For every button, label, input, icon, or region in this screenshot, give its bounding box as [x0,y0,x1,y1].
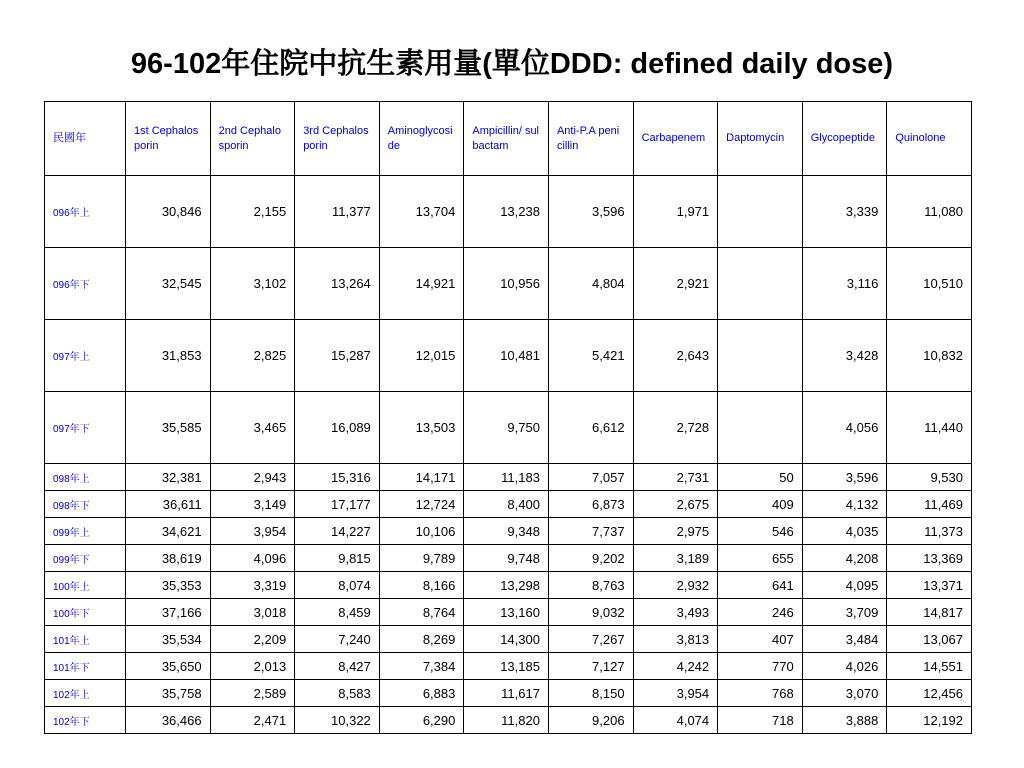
value-cell: 3,428 [802,320,887,392]
column-header-anti-pa-penicillin: Anti-P.A penicillin [548,102,633,176]
column-header-glycopeptide: Glycopeptide [802,102,887,176]
period-cell: 100年上 [45,572,126,599]
value-cell: 14,817 [887,599,972,626]
value-cell: 3,813 [633,626,718,653]
value-cell: 2,932 [633,572,718,599]
value-cell: 17,177 [295,491,380,518]
value-cell: 4,804 [548,248,633,320]
slide-title: 96-102年住院中抗生素用量(單位DDD: defined daily dose) [130,48,894,80]
value-cell: 11,617 [464,680,549,707]
value-cell: 11,440 [887,392,972,464]
value-cell: 14,171 [379,464,464,491]
value-cell: 9,206 [548,707,633,734]
value-cell: 34,621 [126,518,211,545]
value-cell: 3,493 [633,599,718,626]
value-cell: 7,240 [295,626,380,653]
value-cell: 2,209 [210,626,295,653]
value-cell: 1,971 [633,176,718,248]
value-cell: 3,954 [633,680,718,707]
table-row [45,545,972,572]
value-cell: 409 [718,491,803,518]
value-cell: 8,583 [295,680,380,707]
value-cell: 11,080 [887,176,972,248]
column-header-daptomycin: Daptomycin [718,102,803,176]
value-cell: 3,149 [210,491,295,518]
value-cell: 7,267 [548,626,633,653]
value-cell: 2,643 [633,320,718,392]
period-cell: 101年下 [45,653,126,680]
period-cell: 100年下 [45,599,126,626]
value-cell: 9,815 [295,545,380,572]
period-cell: 097年下 [45,392,126,464]
value-cell: 8,166 [379,572,464,599]
table-row [45,599,972,626]
column-header-quinolone: Quinolone [887,102,972,176]
value-cell: 9,530 [887,464,972,491]
value-cell: 2,728 [633,392,718,464]
value-cell: 770 [718,653,803,680]
value-cell: 10,322 [295,707,380,734]
value-cell: 6,883 [379,680,464,707]
period-cell: 102年上 [45,680,126,707]
value-cell: 13,704 [379,176,464,248]
value-cell: 6,612 [548,392,633,464]
value-cell: 13,503 [379,392,464,464]
value-cell: 11,183 [464,464,549,491]
value-cell: 16,089 [295,392,380,464]
value-cell: 9,789 [379,545,464,572]
value-cell: 35,353 [126,572,211,599]
value-cell: 4,035 [802,518,887,545]
value-cell: 3,596 [802,464,887,491]
value-cell: 407 [718,626,803,653]
value-cell: 13,185 [464,653,549,680]
value-cell: 13,160 [464,599,549,626]
table-row [45,248,972,320]
value-cell: 3,709 [802,599,887,626]
value-cell: 14,227 [295,518,380,545]
value-cell: 4,095 [802,572,887,599]
value-cell: 37,166 [126,599,211,626]
value-cell: 9,748 [464,545,549,572]
value-cell: 11,377 [295,176,380,248]
value-cell: 246 [718,599,803,626]
period-cell: 099年下 [45,545,126,572]
value-cell: 8,269 [379,626,464,653]
value-cell: 8,400 [464,491,549,518]
value-cell: 8,074 [295,572,380,599]
value-cell: 4,074 [633,707,718,734]
value-cell: 3,319 [210,572,295,599]
table-row [45,491,972,518]
value-cell: 6,873 [548,491,633,518]
period-cell: 096年上 [45,176,126,248]
value-cell: 13,298 [464,572,549,599]
column-header-aminoglycoside: Aminoglycoside [379,102,464,176]
value-cell: 3,070 [802,680,887,707]
value-cell: 13,264 [295,248,380,320]
value-cell: 3,484 [802,626,887,653]
value-cell: 3,102 [210,248,295,320]
value-cell: 7,127 [548,653,633,680]
value-cell: 8,459 [295,599,380,626]
value-cell [718,176,803,248]
column-header-ampicillin-sulbactam: Ampicillin/ sulbactam [464,102,549,176]
value-cell: 12,724 [379,491,464,518]
table-body [45,176,972,734]
value-cell [718,392,803,464]
table-row [45,707,972,734]
value-cell: 8,427 [295,653,380,680]
value-cell: 2,921 [633,248,718,320]
column-header-carbapenem: Carbapenem [633,102,718,176]
value-cell: 14,921 [379,248,464,320]
period-cell: 098年上 [45,464,126,491]
value-cell: 9,348 [464,518,549,545]
value-cell: 2,675 [633,491,718,518]
value-cell: 3,888 [802,707,887,734]
value-cell: 4,026 [802,653,887,680]
value-cell: 8,763 [548,572,633,599]
value-cell: 50 [718,464,803,491]
value-cell: 768 [718,680,803,707]
column-header-3rd-cephalosporin: 3rd Cephalosporin [295,102,380,176]
table-row [45,680,972,707]
value-cell: 13,371 [887,572,972,599]
value-cell: 11,820 [464,707,549,734]
value-cell: 35,534 [126,626,211,653]
value-cell: 641 [718,572,803,599]
value-cell: 12,456 [887,680,972,707]
value-cell: 35,585 [126,392,211,464]
value-cell: 6,290 [379,707,464,734]
value-cell: 9,750 [464,392,549,464]
table-row [45,320,972,392]
value-cell: 10,956 [464,248,549,320]
value-cell: 655 [718,545,803,572]
value-cell: 2,731 [633,464,718,491]
period-cell: 096年下 [45,248,126,320]
value-cell: 12,192 [887,707,972,734]
value-cell: 3,116 [802,248,887,320]
value-cell [718,248,803,320]
period-cell: 102年下 [45,707,126,734]
value-cell: 13,369 [887,545,972,572]
value-cell: 36,466 [126,707,211,734]
value-cell: 10,832 [887,320,972,392]
period-cell: 098年下 [45,491,126,518]
value-cell [718,320,803,392]
value-cell: 8,764 [379,599,464,626]
table-row [45,572,972,599]
value-cell: 2,825 [210,320,295,392]
value-cell: 8,150 [548,680,633,707]
value-cell: 13,238 [464,176,549,248]
value-cell: 32,545 [126,248,211,320]
value-cell: 2,589 [210,680,295,707]
antibiotic-usage-table [44,101,972,734]
column-header-2nd-cephalosporin: 2nd Cephalosporin [210,102,295,176]
table-row [45,626,972,653]
value-cell: 35,650 [126,653,211,680]
table-row [45,176,972,248]
value-cell: 718 [718,707,803,734]
column-header-1st-cephalosporin: 1st Cephalosporin [126,102,211,176]
value-cell: 546 [718,518,803,545]
value-cell: 10,481 [464,320,549,392]
value-cell: 2,943 [210,464,295,491]
value-cell: 13,067 [887,626,972,653]
value-cell: 7,737 [548,518,633,545]
table-row [45,392,972,464]
value-cell: 31,853 [126,320,211,392]
value-cell: 38,619 [126,545,211,572]
value-cell: 4,096 [210,545,295,572]
value-cell: 36,611 [126,491,211,518]
value-cell: 9,032 [548,599,633,626]
value-cell: 4,208 [802,545,887,572]
period-cell: 101年上 [45,626,126,653]
table-row [45,653,972,680]
value-cell: 11,469 [887,491,972,518]
value-cell: 4,242 [633,653,718,680]
value-cell: 12,015 [379,320,464,392]
value-cell: 30,846 [126,176,211,248]
value-cell: 3,596 [548,176,633,248]
value-cell: 7,057 [548,464,633,491]
value-cell: 10,106 [379,518,464,545]
value-cell: 15,287 [295,320,380,392]
value-cell: 3,954 [210,518,295,545]
value-cell: 3,465 [210,392,295,464]
table-row [45,518,972,545]
column-header-period: 民國年 [45,102,126,176]
period-cell: 097年上 [45,320,126,392]
value-cell: 14,300 [464,626,549,653]
value-cell: 3,189 [633,545,718,572]
table-header-row [45,102,972,176]
value-cell: 3,339 [802,176,887,248]
value-cell: 32,381 [126,464,211,491]
value-cell: 4,056 [802,392,887,464]
period-cell: 099年上 [45,518,126,545]
value-cell: 2,013 [210,653,295,680]
value-cell: 11,373 [887,518,972,545]
value-cell: 9,202 [548,545,633,572]
value-cell: 3,018 [210,599,295,626]
value-cell: 7,384 [379,653,464,680]
value-cell: 2,471 [210,707,295,734]
value-cell: 5,421 [548,320,633,392]
value-cell: 14,551 [887,653,972,680]
value-cell: 2,155 [210,176,295,248]
value-cell: 15,316 [295,464,380,491]
table-row [45,464,972,491]
value-cell: 10,510 [887,248,972,320]
value-cell: 2,975 [633,518,718,545]
value-cell: 4,132 [802,491,887,518]
value-cell: 35,758 [126,680,211,707]
